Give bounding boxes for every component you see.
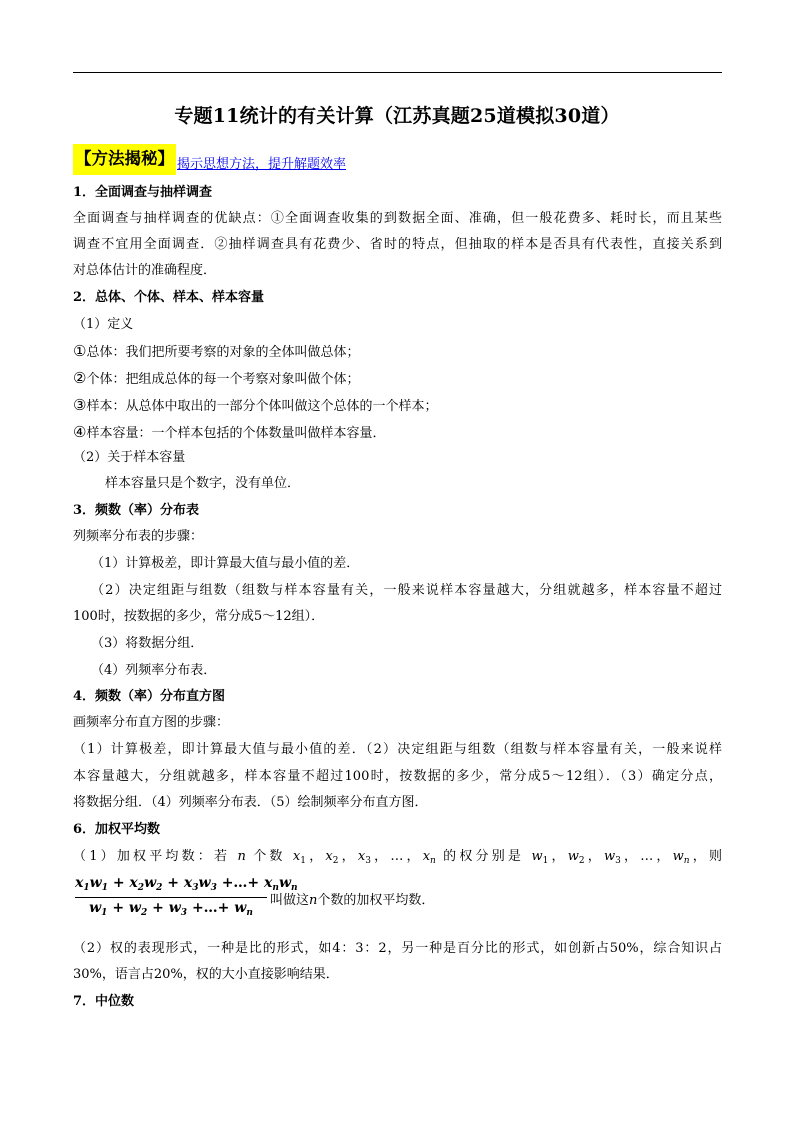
banner-label: 【方法揭秘】 [73,144,176,175]
x-list: $x_1$，$x_2$，$x_3$，…，$x_n$ [292,849,436,866]
step-item: （3）将数据分组． [91,636,204,651]
circled-number: ② [73,369,87,387]
definition-item [73,396,722,416]
section-4-para-line: （1）计算极差，即计算最大值与最小值的差．（2）决定组距与组数（组数与样本容量有关，一般来说样 [73,742,722,757]
step-item: （4）列频率分布表． [91,663,217,678]
circled-number: ④ [73,423,87,441]
section-4-intro: 画频率分布直方图的步骤： [73,715,230,730]
definition-label: （1）定义 [73,317,134,332]
formula-numerator: $x_1w_1 + x_2w_2 + x_3w_3$ +…+ $x_nw_n$ [75,875,298,893]
section-1-para-line: 全面调查与抽样调查的优缺点：①全面调查收集的到数据全面、准确，但一般花费多、耗时长，而且某些 [73,211,722,226]
section-3-heading: 3．频数（率）分布表 [73,503,200,518]
step-item: （1）计算极差，即计算最大值与最小值的差． [91,556,360,571]
text-run: 的权分别是 [443,849,525,864]
banner-link[interactable]: 揭示思想方法，提升解题效率 [177,157,347,172]
text-run: ，则 [689,849,722,864]
definition-text: 样本容量：一个样本包括的个体数量叫做样本容量． [86,426,386,441]
text-run: 个数 [253,849,286,864]
var-n: n [237,849,246,864]
section-1-para-line: 对总体估计的准确程度． [73,263,217,278]
text-run: 叫做这 [270,893,310,908]
definition-item [73,369,722,389]
formula-denominator: $w_1 + w_2 + w_3$ +…+ $w_n$ [89,900,253,918]
method-banner [73,143,346,175]
header-rule [73,72,722,73]
section-6-heading: 6．加权平均数 [73,822,161,837]
definition-item [73,342,722,362]
w-list: $w_1$，$w_2$，$w_3$，…，$w_n$ [531,849,690,866]
section-2-heading: 2．总体、个体、样本、样本容量 [73,290,265,305]
definition-item [73,423,722,443]
section-1-para-line: 调查不宜用全面调查．②抽样调查具有花费少、省时的特点，但抽取的样本是否具有代表性，直接关系到 [73,237,722,252]
sample-size-label: （2）关于样本容量 [73,450,186,465]
var-n: n [309,893,318,908]
circled-number: ③ [73,396,87,414]
section-1-heading: 1．全面调查与抽样调查 [73,185,213,200]
circled-number: ① [73,342,87,360]
step-item-continued: 100时，按数据的多少，常分成5～12组）． [73,609,325,624]
fraction-bar [75,897,267,898]
section-7-heading: 7．中位数 [73,994,135,1009]
definition-text: 总体：我们把所要考察的对象的全体叫做总体； [86,345,360,360]
text-run: 个数的加权平均数． [317,893,435,908]
weight-forms-line: （2）权的表现形式，一种是比的形式，如4：3：2，另一种是百分比的形式，如创新占50%，综合知识占 [73,941,722,956]
page-title: 专题11统计的有关计算（江苏真题25道模拟30道） [174,105,620,127]
step-item: （2）决定组距与组数（组数与样本容量有关，一般来说样本容量越大，分组就越多，样本容量不超过 [91,583,722,598]
section-4-para-line: 将数据分组．（4）列频率分布表．（5）绘制频率分布直方图． [73,795,428,810]
sample-size-text: 样本容量只是个数字，没有单位． [105,476,301,491]
section-4-para-line: 本容量越大，分组就越多，样本容量不超过100时，按数据的多少，常分成5～12组）．（3）确定分点， [73,769,722,784]
weight-forms-line: 30%，语言占20%，权的大小直接影响结果． [73,967,339,982]
text-run: （1）加权平均数：若 [73,849,231,864]
definition-text: 样本：从总体中取出的一部分个体叫做这个总体的一个样本； [86,399,438,414]
section-4-heading: 4．频数（率）分布直方图 [73,689,226,704]
section-3-intro: 列频率分布表的步骤： [73,529,204,544]
definition-text: 个体：把组成总体的每一个考察对象叫做个体； [86,372,360,387]
formula-caption [270,889,434,908]
weighted-mean-definition [73,848,722,866]
